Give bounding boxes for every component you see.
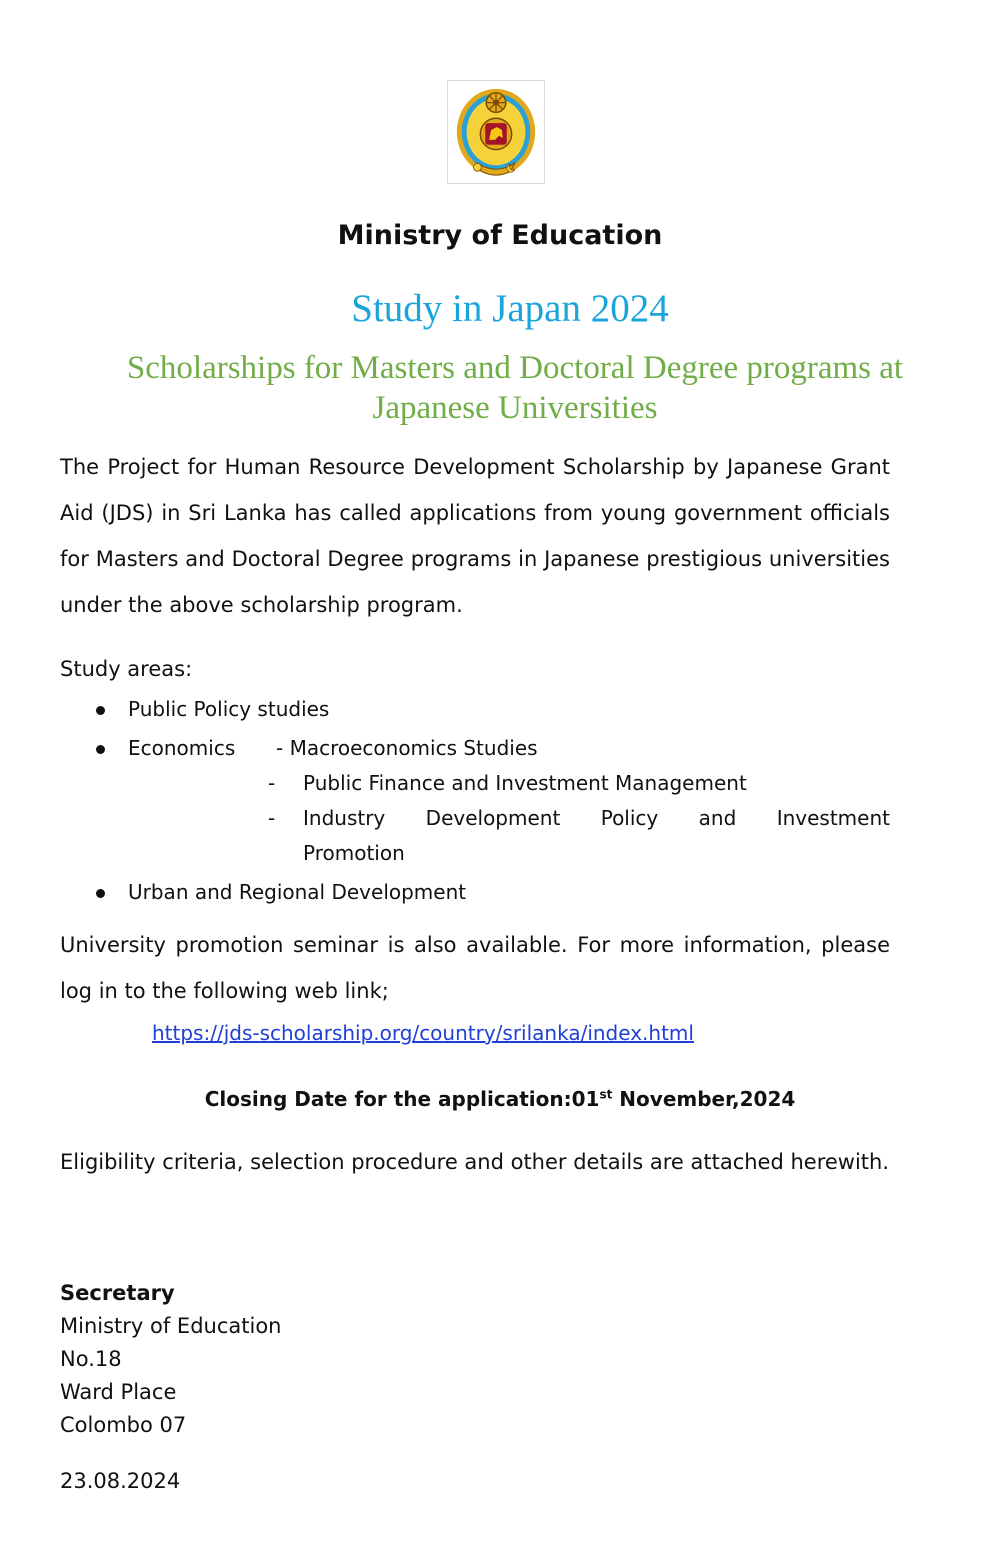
page-subtitle <box>40 348 990 428</box>
closing-date <box>0 1087 1000 1111</box>
subitem-word: Development <box>425 806 561 830</box>
study-area-item: Public Policy studies <box>128 697 330 721</box>
sri-lanka-emblem-icon <box>448 81 544 183</box>
study-area-item: Economics <box>128 736 236 760</box>
signature-title: Secretary <box>60 1281 175 1305</box>
study-area-subitem: - Macroeconomics Studies <box>276 736 538 760</box>
closing-date-suffix: November,2024 <box>612 1087 796 1111</box>
eligibility-paragraph: Eligibility criteria, selection procedure and other details are attached herewith. <box>60 1150 890 1174</box>
signature-line: Colombo 07 <box>60 1413 187 1437</box>
emblem-logo <box>447 80 545 184</box>
subtitle-line-2: Japanese Universities <box>372 390 658 426</box>
dash-marker: - <box>268 771 276 795</box>
study-area-item: Urban and Regional Development <box>128 880 467 904</box>
document-date: 23.08.2024 <box>60 1469 181 1493</box>
page-title: Study in Japan 2024 <box>351 287 669 330</box>
subitem-word: Investment <box>776 806 890 830</box>
closing-date-prefix: Closing Date for the application:01 <box>204 1087 600 1111</box>
closing-date-ordinal: st <box>599 1087 613 1102</box>
signature-line: Ward Place <box>60 1380 177 1404</box>
subitem-word: Policy <box>600 806 659 830</box>
seminar-paragraph: University promotion seminar is also available. For more information, please log in to the following web link; <box>60 933 890 1003</box>
bullet-dot <box>96 706 105 715</box>
subtitle-line-1: Scholarships for Masters and Doctoral Degree programs at <box>126 350 904 386</box>
signature-line: Ministry of Education <box>60 1314 282 1338</box>
ministry-heading: Ministry of Education <box>337 220 663 251</box>
intro-paragraph: The Project for Human Resource Development Scholarship by Japanese Grant Aid (JDS) in Sri Lanka has called applications from young government officials for Masters and Doctoral Degree programs in Japanese prestigious universities under the above scholarship program. <box>60 455 890 617</box>
study-area-subitem-justified <box>303 806 890 830</box>
study-area-subitem: Public Finance and Investment Management <box>303 771 747 795</box>
signature-line: No.18 <box>60 1347 122 1371</box>
jds-web-link[interactable]: https://jds-scholarship.org/country/srilanka/index.html <box>152 1021 694 1045</box>
subitem-word: Industry <box>303 806 386 830</box>
bullet-dot <box>96 745 105 754</box>
dash-marker: - <box>268 806 276 830</box>
bullet-dot <box>96 889 105 898</box>
study-area-subitem-cont: Promotion <box>303 841 405 865</box>
study-areas-label: Study areas: <box>60 657 193 681</box>
subitem-word: and <box>698 806 737 830</box>
